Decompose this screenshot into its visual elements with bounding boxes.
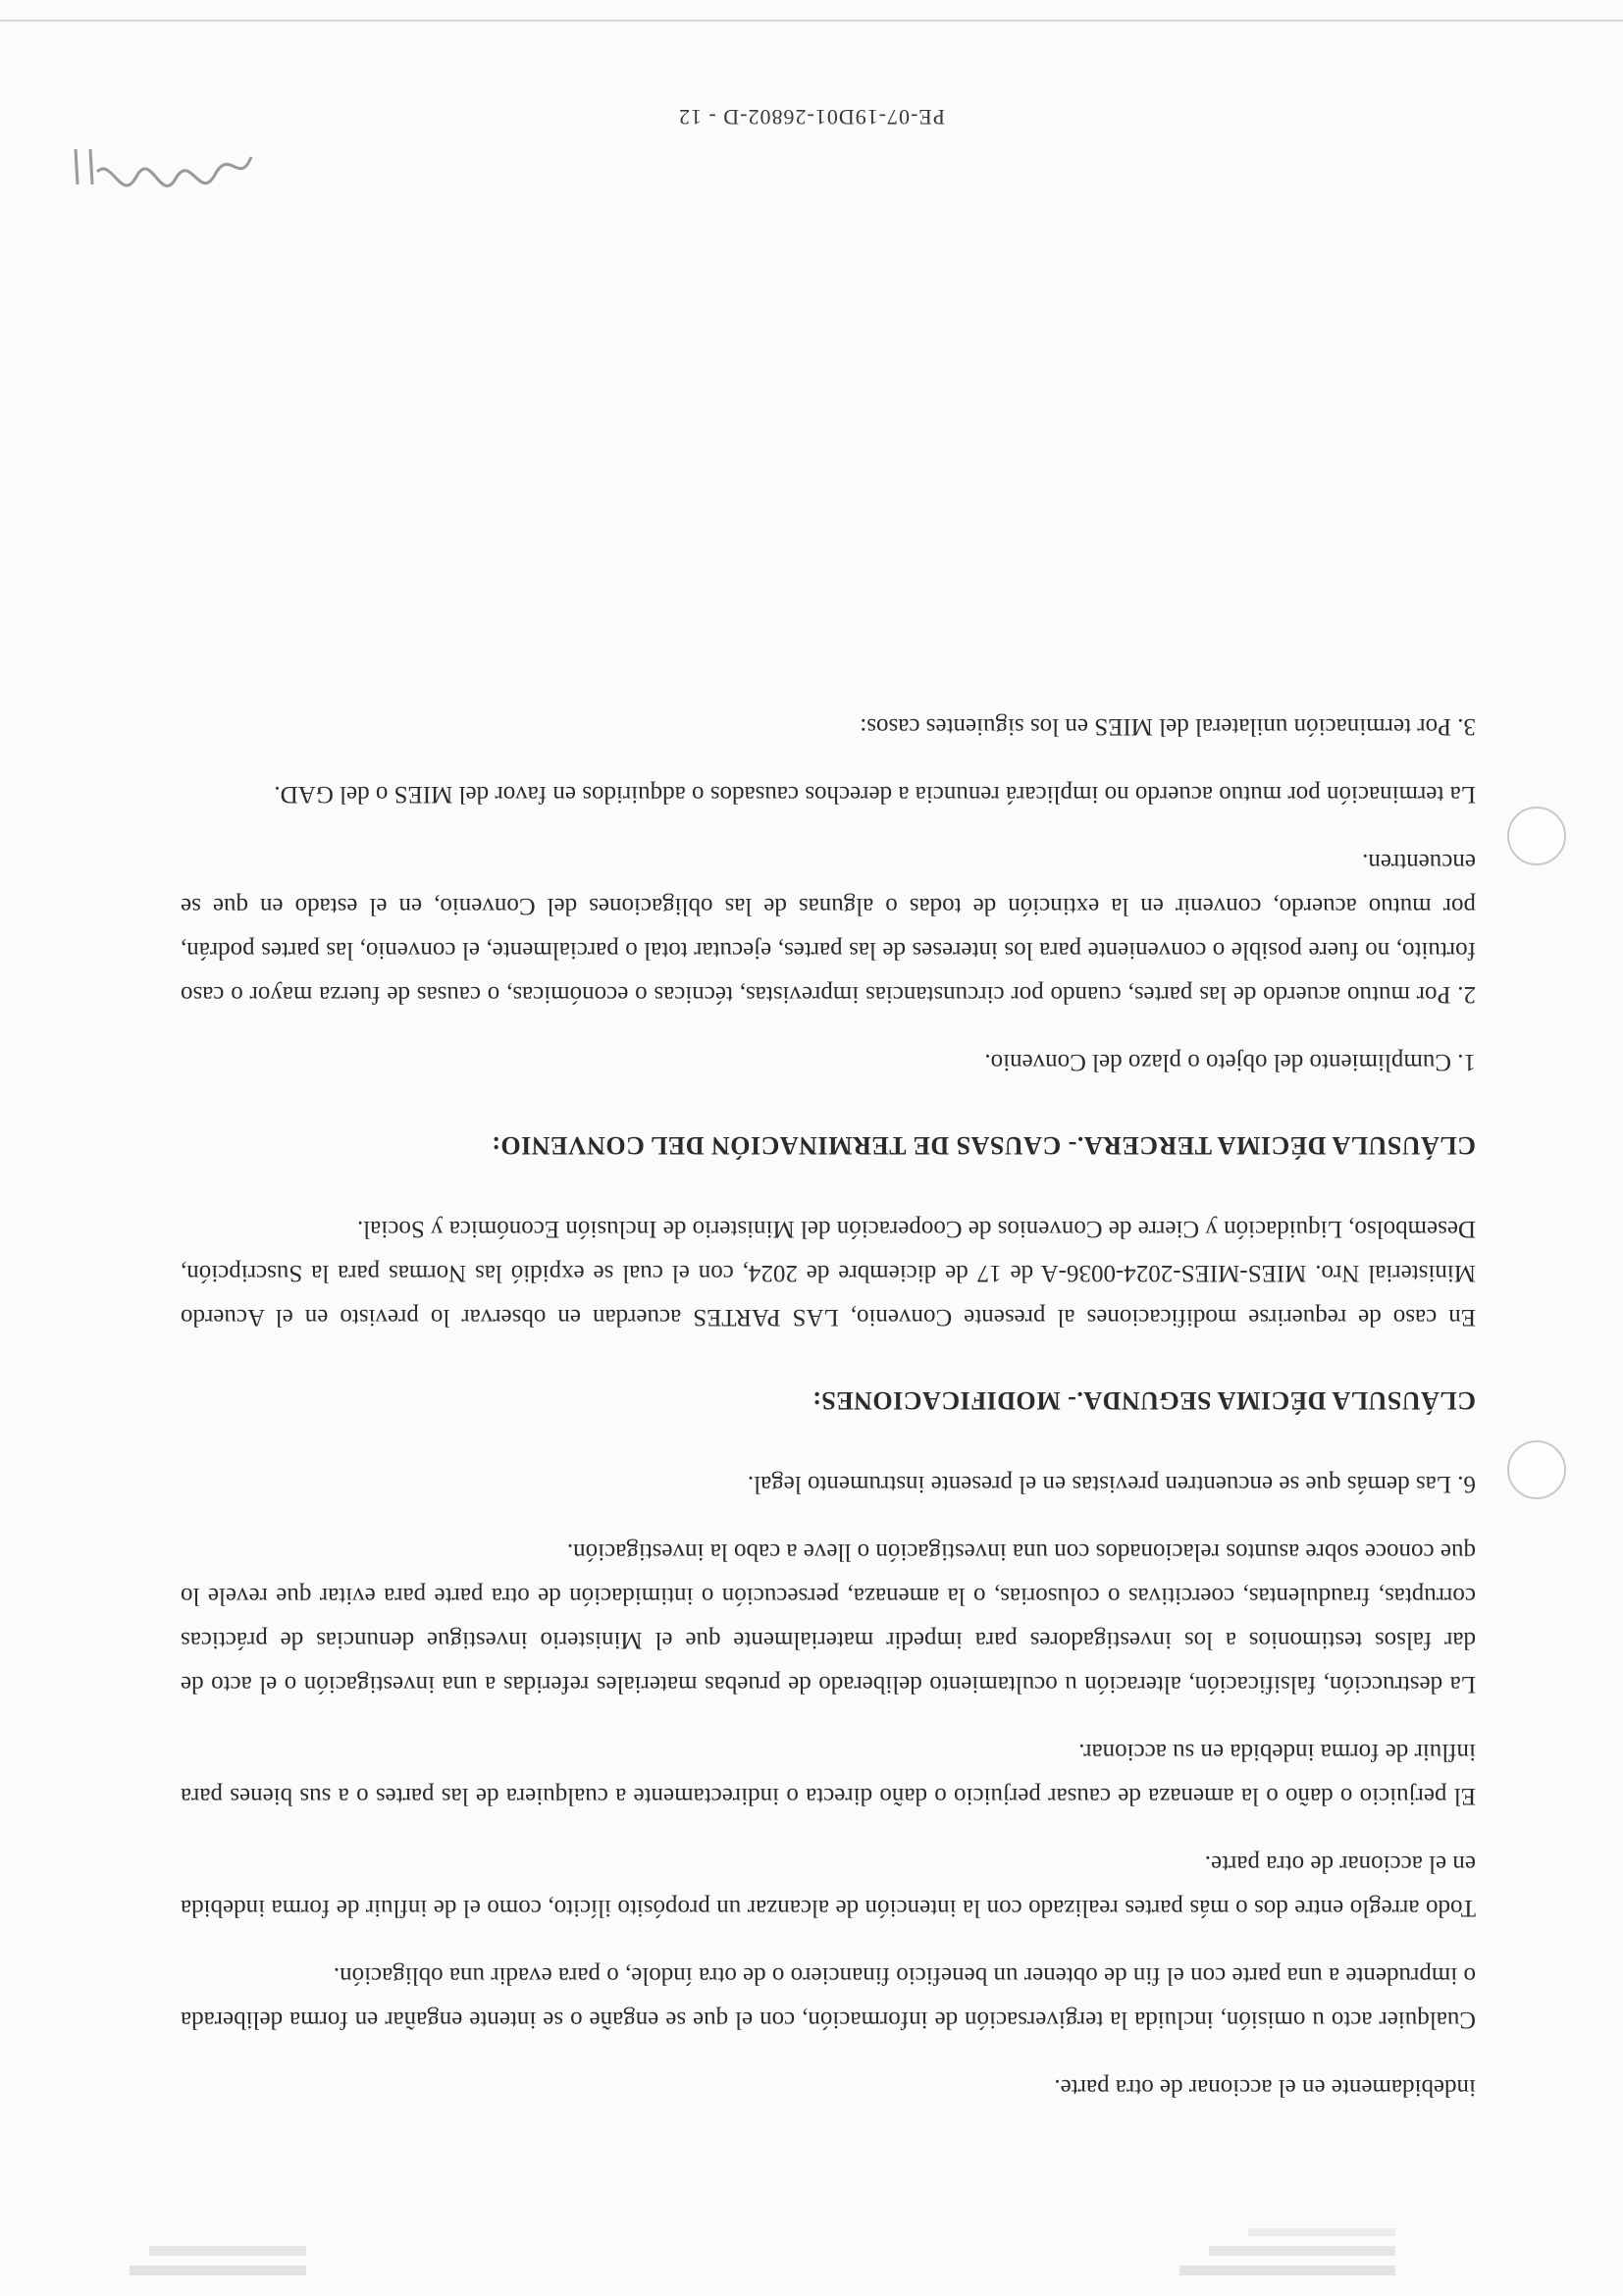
scan-edge-line bbox=[0, 20, 1623, 22]
list-item: 6. Las demás que se encuentren previstas en el presente instrumento legal. bbox=[747, 1471, 1476, 1497]
handwritten-signature bbox=[63, 137, 259, 196]
document-code: PE-07-19D01-26802-D - 12 bbox=[677, 105, 946, 130]
faded-stamp bbox=[112, 2216, 308, 2281]
list-item: 2. Por mutuo acuerdo de las partes, cuando por circunstancias imprevistas, técnicas o económicas, o causas de fuerza mayor o caso fortuito, no fuere posible o conveniente para los intereses de las partes, ejecutar total o parcialmente, el convenio, las partes podrán, por mutuo acuerdo, convenir en la extinción de todas o algunas de las obligaciones del Convenio, en el estado en que se encuentren. bbox=[181, 849, 1476, 1008]
continuation-line: indebidamente en el accionar de otra parte. bbox=[1054, 2074, 1476, 2101]
clause-12-text: En caso de requerirse modificaciones al presente Convenio, LAS PARTES acuerdan en observar lo previsto en el Acuerdo Ministerial Nro. MIES-MIES-2024-0036-A de 17 de diciembre de 2024, con el cual se expidió las Normas para la Suscripción, Desembolso, Liquidación y Cierre de Convenios de Cooperación del Ministerio de Inclusión Económica y Social. bbox=[181, 1216, 1476, 1331]
clause-13-heading: CLÁUSULA DÉCIMA TERCERA.- CAUSAS DE TERMINACIÓN DEL CONVENIO: bbox=[491, 1131, 1476, 1160]
clause-12-heading: CLÁUSULA DÉCIMA SEGUNDA.- MODIFICACIONES: bbox=[812, 1386, 1476, 1415]
faded-stamp bbox=[1172, 2216, 1397, 2281]
paragraph: El perjuicio o daño o la amenaza de causar perjuicio o daño directa o indirectamente a cualquiera de las partes o a sus bienes para influir de forma indebida en su accionar. bbox=[181, 1739, 1476, 1809]
document-body bbox=[181, 681, 1476, 2110]
punch-hole bbox=[1507, 1440, 1566, 1499]
list-item: 1. Cumplimiento del objeto o plazo del Convenio. bbox=[984, 1049, 1476, 1075]
list-item: 3. Por terminación unilateral del MIES en los siguientes casos: bbox=[860, 713, 1476, 740]
punch-hole bbox=[1507, 807, 1566, 865]
clause-13-note: La terminación por mutuo acuerdo no implicará renuncia a derechos causados o adquiridos en favor del MIES o del GAD. bbox=[274, 781, 1476, 808]
paragraph: Todo arreglo entre dos o más partes realizado con la intención de alcanzar un propósito ilícito, como el de influir de forma indebida en el accionar de otra parte. bbox=[181, 1851, 1476, 1921]
paragraph: Cualquier acto u omisión, incluida la tergiversación de información, con el que se engañe o se intente engañar en forma deliberada o imprudente a una parte con el fin de obtener un beneficio financiero o de otra índole, o para evadir una obligación. bbox=[181, 1962, 1476, 2033]
paragraph: La destrucción, falsificación, alteración u ocultamiento deliberado de pruebas materiales referidas a una investigación o el acto de dar falsos testimonios a los investigadores para impedir materialmente que el Ministerio investigue denuncias de prácticas corruptas, fraudulentas, coercitivas o colusorias, o la amenaza, persecución o intimidación de otra parte para evitar que revele lo que conoce sobre asuntos relacionados con una investigación o lleve a cabo la investigación. bbox=[181, 1539, 1476, 1697]
